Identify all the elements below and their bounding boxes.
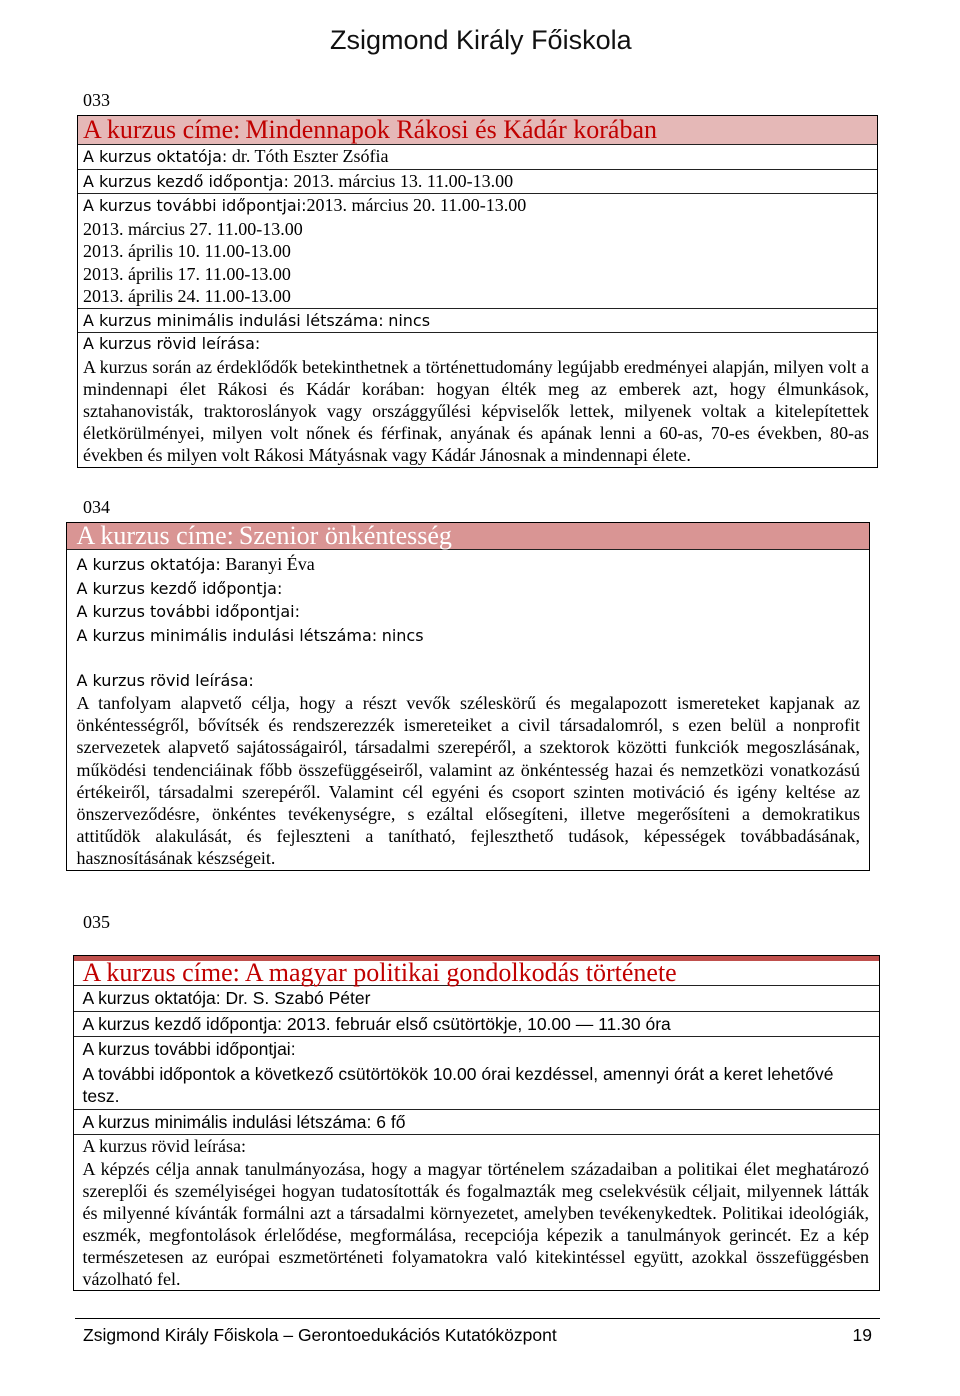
footer-text: Zsigmond Király Főiskola – Gerontoedukációs Kutatóközpont	[83, 1325, 557, 1345]
course-min-row	[78, 308, 877, 333]
min-label: A kurzus minimális indulási létszáma:	[82, 1111, 372, 1132]
instructor-value: Baranyi Éva	[225, 554, 315, 574]
course-card	[73, 955, 880, 1291]
course-start-row	[78, 169, 877, 194]
description-text: A képzés célja annak tanulmányozása, hogy a magyar történelem századaiban a politikai élet meghatározó szereplői és személyiségei hogyan tudatosították és fogalmazták meg cselekvésük céljait, milyennek látták és milyenné kívánták formálni azt a társadalmi környezetet, amelyben tevékenykedtek. Politikai ideológiák, eszmék, megfontolások érlelődése, megformálása, recepciója képezik a tanulmányok gerincét. Ez a kép természetesen az európai eszmetörténeti folyamatokra való kitekintéssel együtt, azokkal összefüggésben vázolható fel.	[82, 1158, 869, 1289]
course-card	[77, 115, 878, 468]
course-instructor-row	[67, 550, 869, 577]
course-further-dates	[78, 193, 877, 308]
min-label: A kurzus minimális indulási létszáma:	[83, 310, 384, 330]
min-value: nincs	[381, 625, 424, 645]
course-title-bar	[74, 956, 879, 986]
start-label: A kurzus kezdő időpontja:	[82, 1013, 282, 1034]
description-label: A kurzus rövid leírása:	[82, 1136, 246, 1156]
instructor-label: A kurzus oktatója:	[82, 988, 221, 1008]
course-title-label: A kurzus címe:	[76, 521, 234, 550]
course-min-row	[74, 1109, 879, 1135]
start-label: A kurzus kezdő időpontja:	[76, 578, 283, 598]
instructor-value: Dr. S. Szabó Péter	[225, 988, 371, 1008]
start-value: 2013. február első csütörtökje, 10.00 — 11.30 óra	[286, 1013, 671, 1034]
further-date: 2013. március 27. 11.00-13.00	[83, 218, 303, 239]
description-label: A kurzus rövid leírása:	[76, 670, 254, 690]
instructor-label: A kurzus oktatója:	[83, 147, 228, 166]
course-title-bar	[67, 523, 869, 550]
course-title-label: A kurzus címe:	[82, 958, 240, 987]
min-value: nincs	[388, 310, 431, 330]
course-number: 034	[83, 497, 110, 517]
further-date: 2013. április 24. 11.00-13.00	[83, 286, 291, 306]
course-further-block	[74, 1036, 879, 1109]
course-title-value: Szenior önkéntesség	[238, 521, 452, 550]
further-label: A kurzus további időpontjai:	[76, 602, 300, 621]
course-instructor-row	[78, 144, 877, 169]
instructor-label: A kurzus oktatója:	[76, 555, 221, 574]
course-start-row	[74, 1011, 879, 1037]
min-label: A kurzus minimális indulási létszáma:	[76, 625, 378, 645]
course-description-block	[74, 1134, 879, 1290]
course-instructor-row	[74, 986, 879, 1011]
description-text: A tanfolyam alapvető célja, hogy a részt vevők széleskörű és megalapozott ismereteket kapjanak az önkéntességről, bővítsék és rendszerezzék ismereteiket a civil társadalomról, s ezen belül a nonprofit szervezetek alapvető sajátosságairól, társadalmi szerepéről, a szektorok közötti funkciók megoszlásának, működési tendenciáinak főbb összefüggéseiről, valamint az önkéntesség hazai és nemzetközi vonatkozású értékeiről, társadalmi szerepéről. Valamint cél egyéni és csoport szinten motiváció és igény keltése az önszerveződésre, önkéntes tevékenységre, s ezáltal elősegíteni, illetve megerősíteni a demokratikus attitűdök alakulását, és fejleszteni a tanítható, fejleszthető tudások, képességek továbbadásának, hasznosításának készségeit.	[76, 693, 860, 869]
blank-line	[67, 647, 869, 670]
course-description-block	[67, 670, 869, 870]
further-date: 2013. április 10. 11.00-13.00	[83, 241, 291, 261]
further-date: 2013. április 17. 11.00-13.00	[83, 263, 291, 284]
course-number: 035	[83, 912, 110, 932]
course-title-value: Mindennapok Rákosi és Kádár korában	[245, 115, 657, 144]
course-title-bar	[78, 116, 877, 144]
course-min-row	[67, 624, 869, 648]
course-number: 033	[83, 90, 110, 110]
min-value: 6 fő	[376, 1111, 406, 1132]
course-further-row	[67, 600, 869, 624]
footer-divider	[75, 1318, 880, 1319]
further-text: A további időpontok a következő csütörtökök 10.00 órai kezdéssel, amennyi órát a keret lehetővé tesz.	[82, 1063, 834, 1106]
description-label: A kurzus rövid leírása:	[83, 334, 261, 353]
course-title-label: A kurzus címe:	[83, 115, 241, 144]
instructor-value: dr. Tóth Eszter Zsófia	[231, 146, 389, 166]
start-value: 2013. március 13. 11.00-13.00	[293, 170, 514, 191]
start-label: A kurzus kezdő időpontja:	[83, 171, 289, 191]
further-label: A kurzus további időpontjai:	[82, 1039, 296, 1059]
course-card	[66, 522, 870, 871]
page-header-title: Zsigmond Király Főiskola	[330, 25, 632, 55]
course-start-row	[67, 577, 869, 601]
course-title-value: A magyar politikai gondolkodás története	[244, 958, 677, 987]
course-description-block	[78, 332, 877, 467]
description-text: A kurzus során az érdeklődők betekinthetnek a történettudomány legújabb eredményei alapján, milyen volt a mindennapi élet Rákosi és Kádár korában: hogyan élték meg az emberek azt, hogy élmunkások, sztahanovisták, traktoroslányok vagy országgyűlési képviselők lettek, milyenek voltak a kitelepítettek életkörülményei, milyen volt nőnek és férfinak, anyának és apának lenni a 60-as, 70-es években, 80-as években és milyen volt Rákosi Mátyásnak vagy Kádár Jánosnak a mindennapi élete.	[83, 356, 869, 466]
page-number: 19	[852, 1325, 872, 1345]
further-date: 2013. március 20. 11.00-13.00	[306, 195, 527, 215]
further-label: A kurzus további időpontjai:	[83, 196, 307, 215]
